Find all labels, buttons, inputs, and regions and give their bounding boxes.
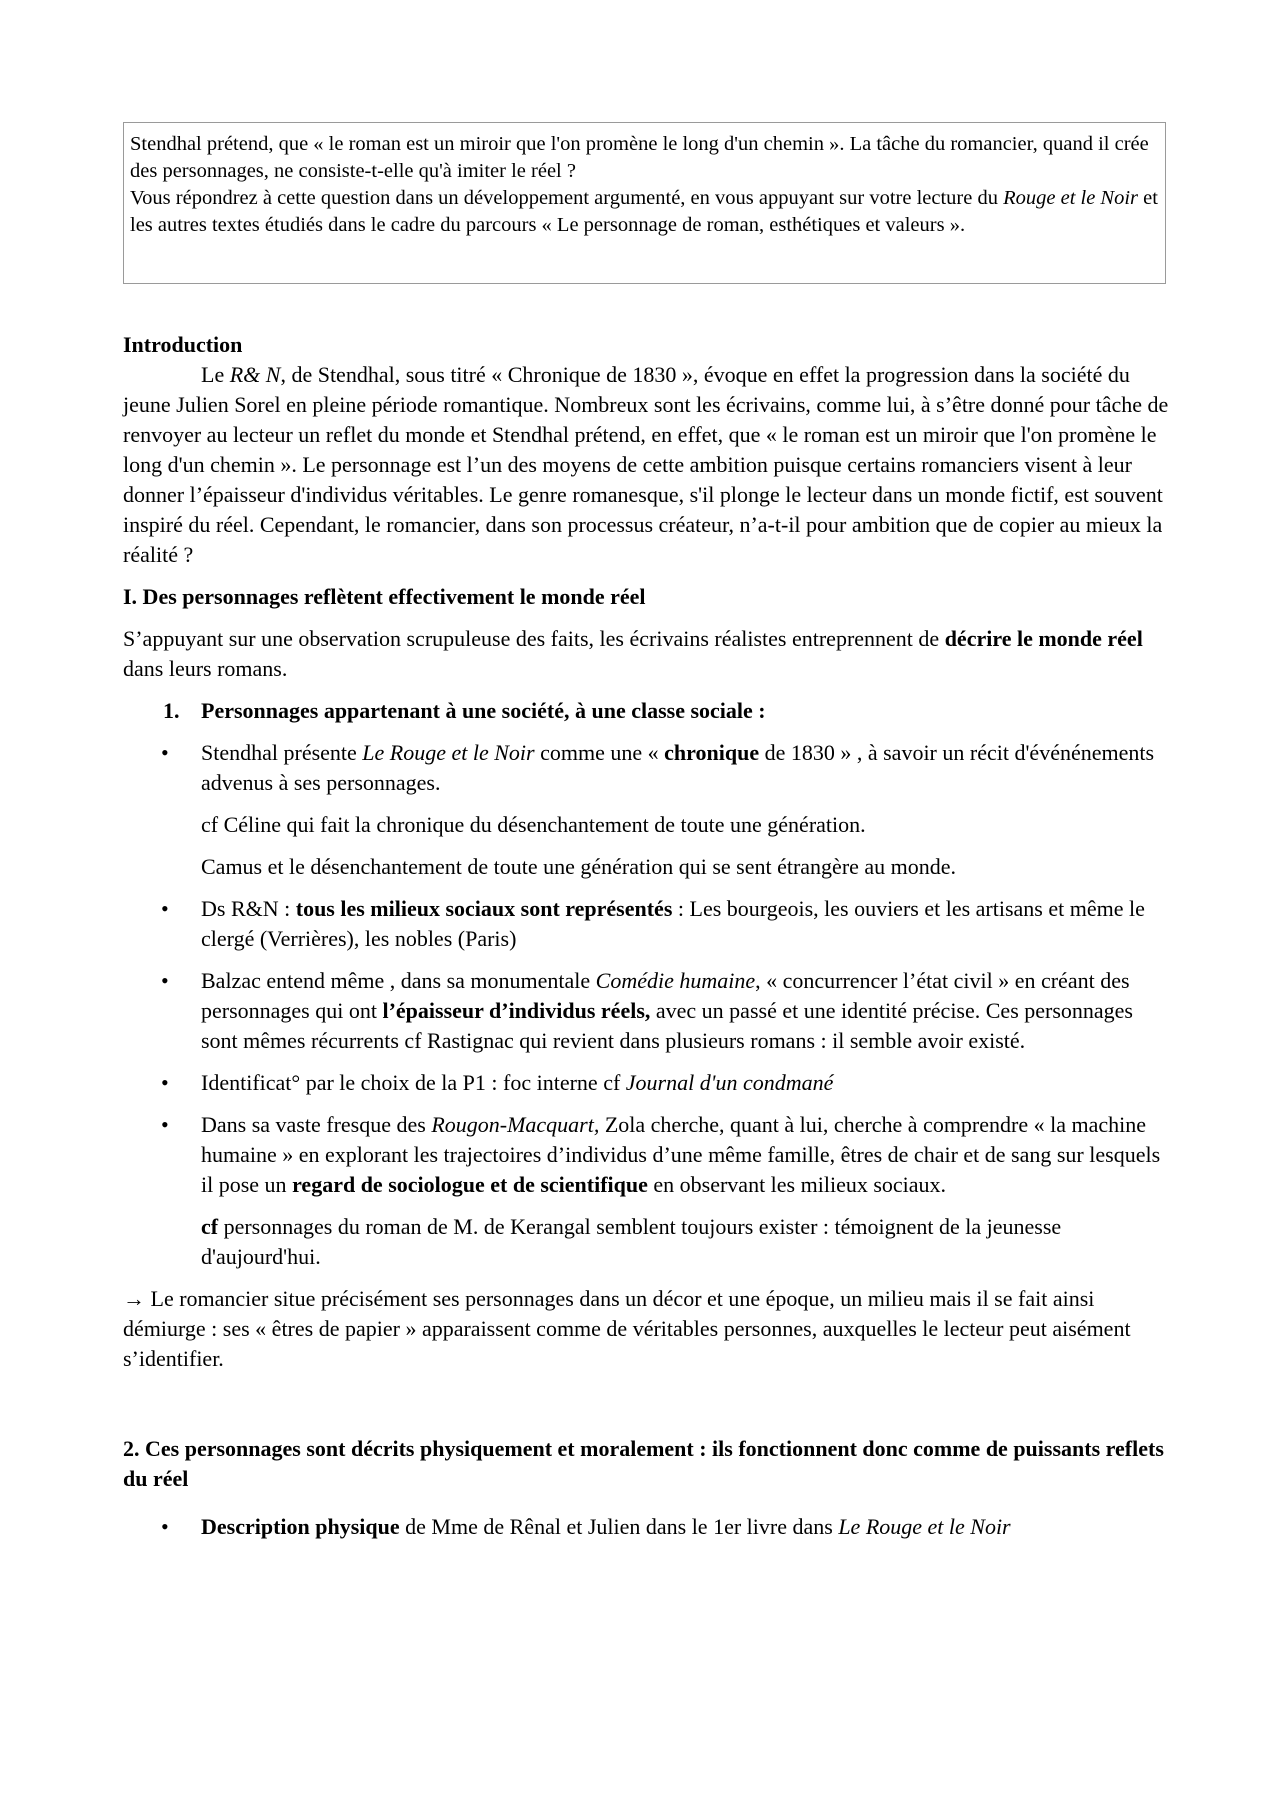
emphasis: tous les milieux sociaux sont représentés — [295, 896, 673, 921]
list-item-note-text: personnages du roman de M. de Kerangal semblent toujours exister : témoignent de la jeunesse d'aujourd'hui. — [201, 1214, 1062, 1269]
list-item-text: comme une « — [534, 740, 665, 765]
intro-text-start: Le — [201, 362, 230, 387]
document-body — [123, 330, 1173, 1554]
list-item — [123, 1110, 1173, 1200]
section-1-lead — [123, 624, 1173, 684]
section-1-lead-end: dans leurs romans. — [123, 656, 288, 681]
list-item — [123, 1068, 1173, 1098]
section-1-lead-start: S’appuyant sur une observation scrupuleuse des faits, les écrivains réalistes entreprennent de — [123, 626, 945, 651]
list-item-text: en observant les milieux sociaux. — [647, 1172, 947, 1197]
bullet-icon: • — [161, 1112, 169, 1137]
book-title: Rougon-Macquart, — [431, 1112, 600, 1137]
list-item-text: Dans sa vaste fresque des — [201, 1112, 432, 1137]
subsection-2-heading: 2. Ces personnages sont décrits physiquement et moralement : ils fonctionnent donc comme de puissants reflets du réel — [123, 1436, 1164, 1491]
list-item-text: avec un passé et une identité précise. Ces personnages sont mêmes récurrents cf Rastignac qui revient dans plusieurs romans : il semble avoir existé. — [201, 998, 1133, 1053]
list-item-text: de Mme de Rênal et Julien dans le 1er livre dans — [399, 1514, 839, 1539]
emphasis: cf — [201, 1214, 219, 1239]
emphasis: l’épaisseur d’individus réels, — [382, 998, 651, 1023]
book-title: Le Rouge et le Noir — [838, 1514, 1011, 1539]
prompt-line-1: Stendhal prétend, que « le roman est un miroir que l'on promène le long d'un chemin ». La tâche du romancier, quand il crée des personnages, ne consiste-t-elle qu'à imiter le réel ? — [130, 133, 1149, 182]
prompt-line-2-end: et les autres textes étudiés dans le cadre du parcours « Le personnage de roman, esthétiques et valeurs ». — [130, 187, 1158, 236]
intro-text-rest: , de Stendhal, sous titré « Chronique de 1830 », évoque en effet la progression dans la société du jeune Julien Sorel en pleine période romantique. Nombreux sont les écrivains, comme lui, à s’être donné pour tâche de renvoyer au lecteur un reflet du monde et Stendhal prétend, en effet, que « le roman est un miroir que l'on promène le long d'un chemin ». Le personnage est l’un des moyens de cette ambition puisque certains romanciers visent à leur donner l’épaisseur d'individus véritables. Le genre romanesque, s'il plonge le lecteur dans un monde fictif, est souvent inspiré du réel. Cependant, le romancier, dans son processus créateur, n’a-t-il pour ambition que de copier au mieux la réalité ? — [123, 362, 1169, 567]
section-1-lead-bold: décrire le monde réel — [944, 626, 1143, 651]
subsection-1-heading — [123, 696, 1173, 726]
list-item-text: de 1830 » , à savoir un récit d'événénements advenus à ses personnages. — [201, 740, 1155, 795]
introduction-heading: Introduction — [123, 332, 243, 357]
list-item-note: Camus et le désenchantement de toute une génération qui se sent étrangère au monde. — [201, 854, 957, 879]
bullet-icon: • — [161, 968, 169, 993]
bullet-icon: • — [161, 1514, 169, 1539]
bullet-icon: • — [161, 1070, 169, 1095]
book-title: Comédie humaine — [595, 968, 756, 993]
emphasis: chronique — [664, 740, 760, 765]
emphasis: Description physique — [201, 1514, 400, 1539]
emphasis: regard de sociologue et de scientifique — [292, 1172, 648, 1197]
list-item — [123, 738, 1173, 798]
section-1-heading: I. Des personnages reflètent effectivement le monde réel — [123, 584, 646, 609]
book-title: Journal d'un condmané — [625, 1070, 834, 1095]
prompt-text — [130, 131, 1159, 239]
conclusion-text: Le romancier situe précisément ses personnages dans un décor et une époque, un milieu mais il se fait ainsi démiurge : ses « êtres de papier » apparaissent comme de véritables personnes, auxquelles le lecteur peut aisément s’identifier. — [123, 1286, 1131, 1371]
list-item-text: : Les bourgeois, les ouviers et les artisans et même le clergé (Verrières), les nobles (Paris) — [201, 896, 1145, 951]
list-item-note: cf Céline qui fait la chronique du désenchantement de toute une génération. — [201, 812, 866, 837]
prompt-book-title: Rouge et le Noir — [1003, 187, 1139, 209]
subsection-1-title: Personnages appartenant à une société, à une classe sociale : — [201, 698, 766, 723]
book-title: Le Rouge et le Noir — [362, 740, 535, 765]
list-item-text: Identificat° par le choix de la P1 : foc interne cf — [201, 1070, 626, 1095]
list-item-note — [123, 1212, 1173, 1272]
list-item — [123, 894, 1173, 954]
list-item-text: , « concurrencer l’état civil » en créant des personnages qui ont — [201, 968, 1130, 1023]
bullet-icon: • — [161, 896, 169, 921]
section-1-conclusion — [123, 1284, 1173, 1374]
intro-abbrev-title: R& N — [229, 362, 281, 387]
list-item-text: Zola cherche, quant à lui, cherche à comprendre « la machine humaine » en explorant les trajectoires d’individus d’une même famille, êtres de chair et de sang sur lesquels il pose un — [201, 1112, 1161, 1197]
prompt-box — [123, 122, 1166, 284]
list-item-text: Balzac entend même , dans sa monumentale — [201, 968, 596, 993]
introduction-paragraph — [123, 360, 1173, 570]
subsection-number: 1. — [163, 698, 180, 723]
prompt-line-2-start: Vous répondrez à cette question dans un développement argumenté, en vous appuyant sur votre lecture du — [130, 187, 1004, 209]
arrow-icon: → — [123, 1286, 145, 1311]
list-item — [123, 1512, 1173, 1542]
list-item — [123, 966, 1173, 1056]
list-item-text: Ds R&N : — [201, 896, 296, 921]
list-item-text: Stendhal présente — [201, 740, 363, 765]
bullet-icon: • — [161, 740, 169, 765]
